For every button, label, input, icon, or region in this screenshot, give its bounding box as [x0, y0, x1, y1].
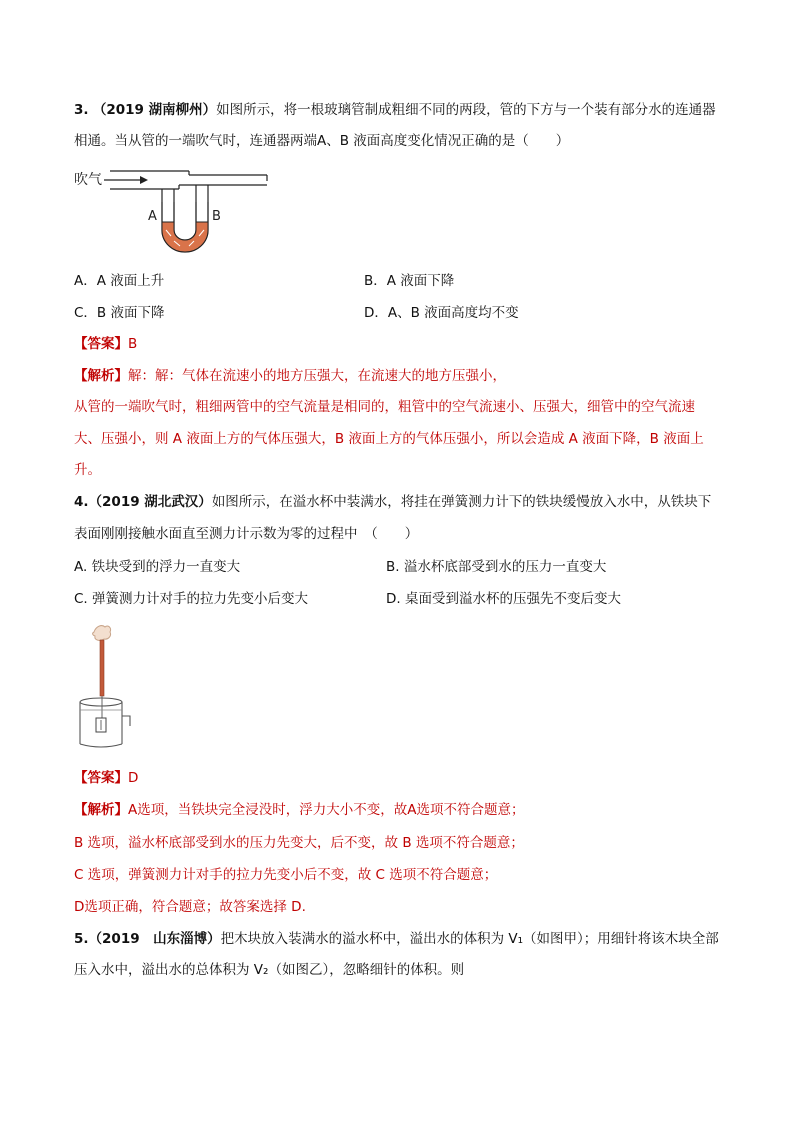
q3-connected-vessel-figure	[74, 164, 270, 264]
q3-answer-tag: 【答案】	[74, 336, 128, 352]
q3-number: 3.	[74, 102, 89, 118]
q3-water	[162, 222, 208, 252]
q3-option-c: C．B 液面下降	[74, 305, 165, 321]
q3-answer-value: B	[128, 336, 138, 352]
q4-answer-value: D	[128, 770, 139, 786]
q4-option-c: C. 弹簧测力计对手的拉力先变小后变大	[74, 591, 309, 607]
q3-source: （2019 湖南柳州）	[92, 102, 217, 118]
q4-cup-rim	[80, 698, 122, 706]
q5-number: 5.	[74, 931, 89, 947]
q3-option-b: B．A 液面下降	[364, 273, 455, 289]
q3-analysis-line2: 从管的一端吹气时，粗细两管中的空气流量是相同的，粗管中的空气流速小、压强大，细管中的空气流速	[74, 399, 695, 415]
q4-spring-scale	[100, 640, 104, 696]
q4-option-d: D. 桌面受到溢水杯的压强先不变后变大	[386, 591, 621, 607]
q5-stem-line1: 5.（2019 山东淄博）把木块放入装满水的溢水杯中，溢出水的体积为 V₁（如图甲）；用细针将该木块全部	[74, 931, 719, 947]
q3-label-b: B	[212, 209, 221, 224]
q3-option-a: A．A 液面上升	[74, 273, 165, 289]
q4-analysis-line3: C 选项，弹簧测力计对手的拉力先变小后不变，故 C 选项不符合题意；	[74, 867, 498, 883]
q3-analysis-line3: 大、压强小，则 A 液面上方的气体压强大，B 液面上方的气体压强小，所以会造成 A 液面下降，B 液面上	[74, 431, 704, 447]
q4-overflow-cup-figure	[74, 622, 134, 750]
q3-blow-label: 吹气	[74, 172, 102, 188]
q3-stem-text1: 如图所示，将一根玻璃管制成粗细不同的两段，管的下方与一个装有部分水的连通器	[216, 102, 716, 118]
q5-source: （2019 山东淄博）	[88, 931, 221, 947]
q4-option-b: B. 溢水杯底部受到水的压力一直变大	[386, 559, 607, 575]
q3-stem-line2: 相通。当从管的一端吹气时，连通器两端A、B 液面高度变化情况正确的是（ ）	[74, 133, 570, 149]
q4-analysis-tag: 【解析】	[74, 802, 128, 818]
q3-analysis-tag: 【解析】	[74, 368, 128, 384]
q3-arrow-head	[140, 176, 148, 184]
q4-analysis-line4: D选项正确，符合题意；故答案选择 D.	[74, 899, 306, 915]
q3-stem-line1	[74, 100, 716, 120]
q3-answer	[74, 334, 137, 354]
q3-label-a: A	[148, 209, 157, 224]
q4-answer	[74, 768, 138, 788]
q3-analysis-line4: 升。	[74, 462, 101, 478]
q3-analysis-line1: 【解析】解：解：气体在流速小的地方压强大，在流速大的地方压强小，	[74, 368, 506, 384]
q5-stem-line2: 压入水中，溢出水的总体积为 V₂（如图乙），忽略细针的体积。则	[74, 962, 465, 978]
q4-analysis-line2: B 选项，溢水杯底部受到水的压力先变大，后不变，故 B 选项不符合题意；	[74, 835, 524, 851]
q4-stem-line2: 表面刚刚接触水面直至测力计示数为零的过程中 （ ）	[74, 526, 419, 542]
q4-answer-tag: 【答案】	[74, 770, 128, 786]
q4-stem-line1: 4.（2019 湖北武汉）如图所示，在溢水杯中装满水，将挂在弹簧测力计下的铁块缓慢放入水中，从铁块下	[74, 494, 712, 510]
q4-hand-icon	[93, 626, 111, 641]
q4-source: （2019 湖北武汉）	[88, 494, 212, 510]
q3-option-d: D．A、B 液面高度均不变	[364, 305, 519, 321]
q4-analysis-line1: 【解析】A选项，当铁块完全浸没时，浮力大小不变，故A选项不符合题意；	[74, 802, 525, 818]
q4-spout	[122, 716, 130, 726]
q4-option-a: A. 铁块受到的浮力一直变大	[74, 559, 241, 575]
q4-number: 4.	[74, 494, 89, 510]
